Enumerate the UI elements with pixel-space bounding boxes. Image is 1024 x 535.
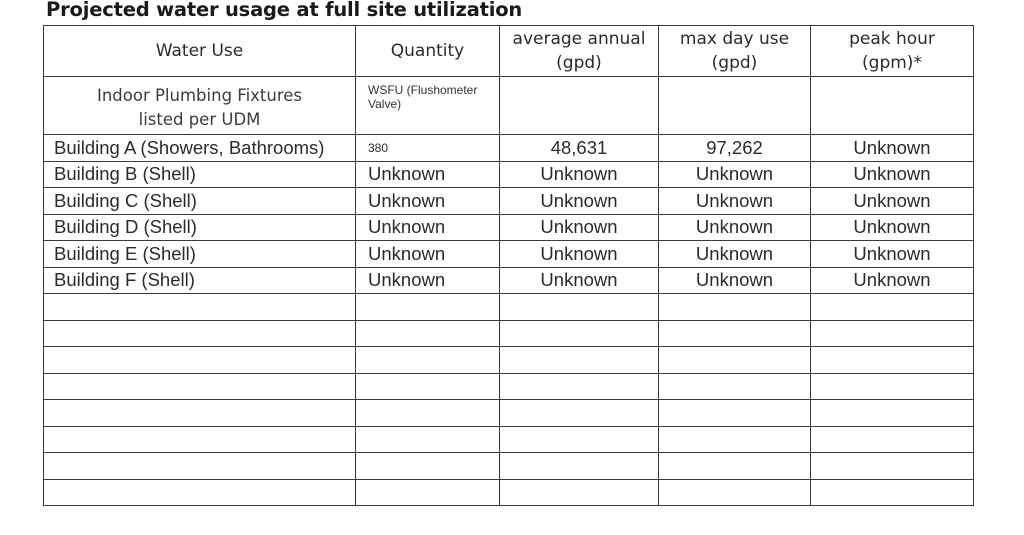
table-row <box>44 161 974 188</box>
subheader-water-use <box>44 77 356 135</box>
cell-average-annual: Unknown <box>500 267 659 294</box>
blank-row <box>44 479 974 506</box>
empty-cell <box>44 453 356 480</box>
cell-max-day: Unknown <box>659 267 811 294</box>
empty-cell <box>811 453 974 480</box>
cell-max-day: Unknown <box>659 188 811 215</box>
empty-cell <box>356 400 500 427</box>
table-row <box>44 214 974 241</box>
blank-row <box>44 320 974 347</box>
empty-cell <box>44 373 356 400</box>
cell-water-use: Building D (Shell) <box>44 214 356 241</box>
header-label: Water Use <box>155 41 244 61</box>
cell-peak-hour: Unknown <box>811 188 974 215</box>
cell-quantity: 380 <box>356 135 500 162</box>
cell-max-day: Unknown <box>659 241 811 268</box>
cell-peak-hour: Unknown <box>811 214 974 241</box>
header-label: peak hour <box>849 29 935 49</box>
page-title: Projected water usage at full site utilization <box>46 0 523 21</box>
empty-cell <box>356 373 500 400</box>
table-row <box>44 241 974 268</box>
empty-cell <box>659 347 811 374</box>
cell-water-use: Building E (Shell) <box>44 241 356 268</box>
empty-cell <box>811 479 974 506</box>
empty-cell <box>500 320 659 347</box>
subheader-line: listed per UDM <box>138 109 261 129</box>
header-peak-hour <box>811 26 974 77</box>
empty-cell <box>356 426 500 453</box>
header-unit: (gpm)* <box>862 53 922 73</box>
cell-average-annual: Unknown <box>500 241 659 268</box>
empty-cell <box>811 373 974 400</box>
empty-cell <box>356 479 500 506</box>
header-row <box>44 26 974 77</box>
subheader-line: Indoor Plumbing Fixtures <box>96 85 303 105</box>
cell-quantity: Unknown <box>356 267 500 294</box>
blank-row <box>44 400 974 427</box>
cell-quantity: Unknown <box>356 241 500 268</box>
cell-average-annual: Unknown <box>500 161 659 188</box>
header-max-day-use <box>659 26 811 77</box>
blank-row <box>44 347 974 374</box>
cell-quantity: Unknown <box>356 188 500 215</box>
empty-cell <box>811 347 974 374</box>
empty-cell <box>659 453 811 480</box>
header-label: average annual <box>512 29 646 49</box>
table-row <box>44 267 974 294</box>
header-quantity <box>356 26 500 77</box>
cell-water-use: Building F (Shell) <box>44 267 356 294</box>
cell-max-day: Unknown <box>659 161 811 188</box>
subheader-row <box>44 77 974 135</box>
empty-cell <box>44 347 356 374</box>
empty-cell <box>500 77 659 135</box>
empty-cell <box>811 426 974 453</box>
header-label: Quantity <box>390 41 465 61</box>
empty-cell <box>659 426 811 453</box>
empty-cell <box>44 426 356 453</box>
cell-average-annual: Unknown <box>500 188 659 215</box>
water-usage-table <box>43 25 974 506</box>
empty-cell <box>659 320 811 347</box>
cell-average-annual: Unknown <box>500 214 659 241</box>
cell-quantity: Unknown <box>356 214 500 241</box>
cell-max-day: 97,262 <box>659 135 811 162</box>
header-label: max day use <box>679 29 790 49</box>
empty-cell <box>500 294 659 321</box>
empty-cell <box>811 320 974 347</box>
header-average-annual <box>500 26 659 77</box>
empty-cell <box>811 77 974 135</box>
table-row <box>44 135 974 162</box>
blank-row <box>44 453 974 480</box>
empty-cell <box>500 453 659 480</box>
blank-row <box>44 294 974 321</box>
cell-peak-hour: Unknown <box>811 241 974 268</box>
empty-cell <box>500 373 659 400</box>
table-row <box>44 188 974 215</box>
empty-cell <box>356 453 500 480</box>
empty-cell <box>44 320 356 347</box>
blank-row <box>44 373 974 400</box>
cell-average-annual: 48,631 <box>500 135 659 162</box>
empty-cell <box>811 294 974 321</box>
empty-cell <box>500 479 659 506</box>
cell-peak-hour: Unknown <box>811 135 974 162</box>
empty-cell <box>356 294 500 321</box>
cell-water-use: Building C (Shell) <box>44 188 356 215</box>
empty-cell <box>44 400 356 427</box>
empty-cell <box>356 320 500 347</box>
empty-cell <box>500 347 659 374</box>
empty-cell <box>356 347 500 374</box>
cell-water-use: Building A (Showers, Bathrooms) <box>44 135 356 162</box>
empty-cell <box>500 400 659 427</box>
cell-peak-hour: Unknown <box>811 267 974 294</box>
header-unit: (gpd) <box>711 53 758 73</box>
cell-water-use: Building B (Shell) <box>44 161 356 188</box>
subheader-quantity: WSFU (Flushometer Valve) <box>356 77 500 135</box>
empty-cell <box>44 294 356 321</box>
empty-cell <box>500 426 659 453</box>
cell-peak-hour: Unknown <box>811 161 974 188</box>
cell-quantity: Unknown <box>356 161 500 188</box>
empty-cell <box>659 294 811 321</box>
header-unit: (gpd) <box>556 53 602 73</box>
header-water-use <box>44 26 356 77</box>
cell-max-day: Unknown <box>659 214 811 241</box>
empty-cell <box>659 400 811 427</box>
empty-cell <box>659 373 811 400</box>
empty-cell <box>44 479 356 506</box>
blank-row <box>44 426 974 453</box>
empty-cell <box>811 400 974 427</box>
empty-cell <box>659 479 811 506</box>
empty-cell <box>659 77 811 135</box>
